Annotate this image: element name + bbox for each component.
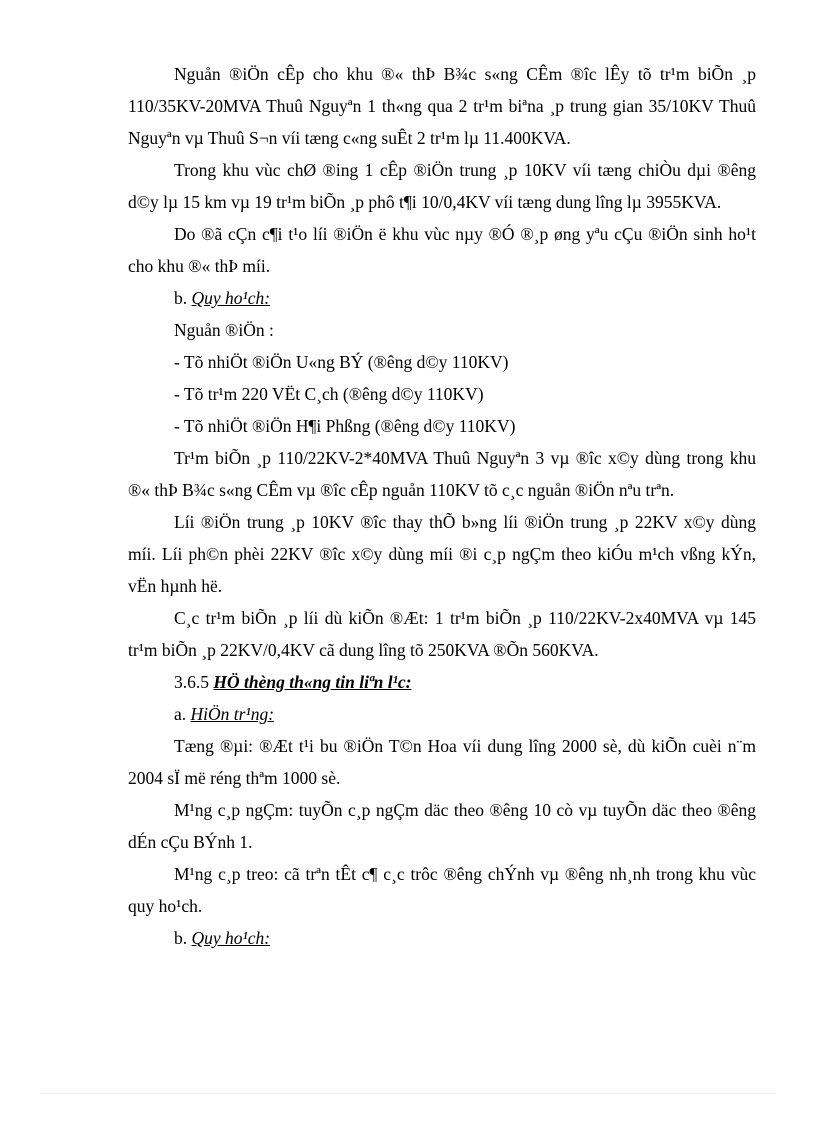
list-item: - Tõ nhiÖt ®iÖn U«ng BÝ (®êng d©y 110KV)	[174, 352, 509, 372]
page-bottom-divider	[40, 1093, 776, 1094]
subheading-label: HiÖn tr¹ng:	[190, 704, 275, 724]
paragraph-exchange: Tæng ®µi: ®Æt t¹i bu ®iÖn T©n Hoa víi dung lîng 2000 sè, dù kiÕn cuèi n¨m 2004 sÏ më réng thªm 1000 sè.	[128, 736, 756, 788]
subheading-label: Quy ho¹ch:	[191, 288, 271, 308]
paragraph-grid-replacement: Líi ®iÖn trung ¸p 10KV ®îc thay thÕ b»ng líi ®iÖn trung ¸p 22KV x©y dùng míi. Líi ph©n phèi 22KV ®îc x©y dùng míi ®i c¸p ngÇm theo kiÓu m¹ch vßng kÝn, vËn hµnh hë.	[128, 512, 756, 596]
subheading-prefix: a.	[174, 704, 191, 724]
subheading-label: Quy ho¹ch:	[191, 928, 271, 948]
section-title: HÖ thèng th«ng tin liªn l¹c:	[213, 672, 412, 692]
paragraph-power-source: Nguån ®iÖn cÊp cho khu ®« thÞ B¾c s«ng CÊm ®îc lÊy tõ tr¹m biÕn ¸p 110/35KV-20MVA Thuû Nguyªn 1 th«ng qua 2 tr¹m biªna ¸p trung gian 35/10KV Thuû Nguyªn vµ Thuû S¬n víi tæng c«ng suÊt 2 tr¹m lµ 11.400KVA.	[128, 64, 756, 148]
subheading-prefix: b.	[174, 288, 192, 308]
subheading-planning-2	[128, 922, 756, 954]
paragraph-planned-substations: C¸c tr¹m biÕn ¸p líi dù kiÕn ®Æt: 1 tr¹m biÕn ¸p 110/22KV-2x40MVA vµ 145 tr¹m biÕn ¸p 22KV/0,4KV cã dung lîng tõ 250KVA ®Õn 560KVA.	[128, 608, 756, 660]
paragraph-substation: Tr¹m biÕn ¸p 110/22KV-2*40MVA Thuû Nguyªn 3 vµ ®îc x©y dùng trong khu ®« thÞ B¾c s«ng CÊm vµ ®îc cÊp nguån 110KV tõ c¸c nguån ®iÖn nªu trªn.	[128, 448, 756, 500]
list-item: - Tõ nhiÖt ®iÖn H¶i Phßng (®êng d©y 110KV)	[174, 416, 516, 436]
subheading-current-status	[128, 698, 756, 730]
list-item: - Tõ tr¹m 220 VËt C¸ch (®êng d©y 110KV)	[174, 384, 484, 404]
subheading-planning-1	[128, 282, 756, 314]
document-page	[128, 58, 756, 954]
paragraph-underground-cable: M¹ng c¸p ngÇm: tuyÕn c¸p ngÇm däc theo ®êng 10 cò vµ tuyÕn däc theo ®êng dÉn cÇu BÝnh 1.	[128, 800, 756, 852]
power-source-label: Nguån ®iÖn :	[174, 320, 274, 340]
paragraph-medium-voltage: Trong khu vùc chØ ®ing 1 cÊp ®iÖn trung ¸p 10KV víi tæng chiÒu dµi ®êng d©y lµ 15 km vµ 19 tr¹m biÕn ¸p phô t¶i 10/0,4KV víi tæng dung lîng lµ 3955KVA.	[128, 160, 756, 212]
section-number: 3.6.5	[174, 672, 214, 692]
subheading-prefix: b.	[174, 928, 192, 948]
paragraph-upgrade-need: Do ®ã cÇn c¶i t¹o líi ®iÖn ë khu vùc nµy ®Ó ®¸p øng yªu cÇu ®iÖn sinh ho¹t cho khu ®« thÞ míi.	[128, 224, 756, 276]
section-heading	[128, 666, 756, 698]
paragraph-overhead-cable: M¹ng c¸p treo: cã trªn tÊt c¶ c¸c trôc ®êng chÝnh vµ ®êng nh¸nh trong khu vùc quy ho¹ch.	[128, 864, 756, 916]
